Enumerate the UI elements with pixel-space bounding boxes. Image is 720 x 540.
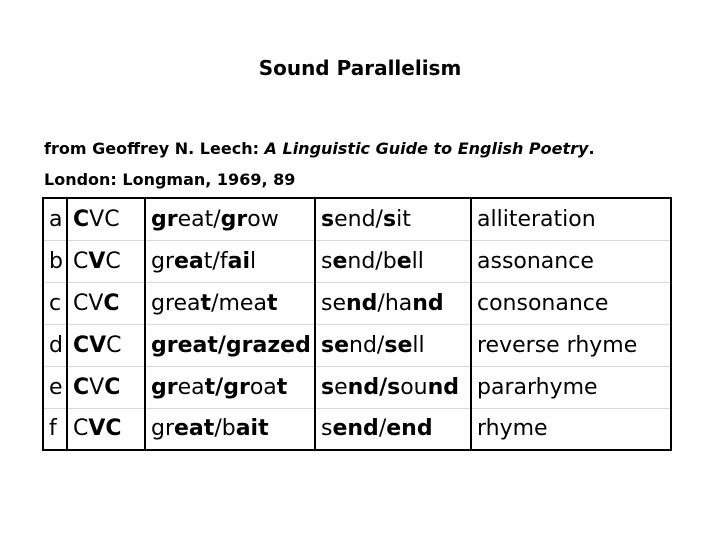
word-pair-send bbox=[315, 282, 471, 324]
text-segment: se bbox=[321, 332, 350, 358]
text-segment: nd bbox=[427, 374, 460, 400]
table-row bbox=[43, 240, 671, 282]
text-segment: t bbox=[266, 290, 278, 316]
text-segment: / bbox=[378, 416, 387, 442]
text-segment: eat/ bbox=[177, 206, 221, 232]
citation-line-2: London: Longman, 1969, 89 bbox=[44, 170, 296, 189]
text-segment: b bbox=[382, 248, 397, 274]
text-segment: gr bbox=[223, 374, 250, 400]
text-segment: f bbox=[219, 248, 228, 274]
text-segment: s bbox=[321, 248, 333, 274]
term-cell: consonance bbox=[471, 282, 671, 324]
text-segment: ai bbox=[227, 248, 250, 274]
table-row bbox=[43, 282, 671, 324]
text-segment: ea bbox=[177, 374, 205, 400]
table-row bbox=[43, 324, 671, 366]
table-row bbox=[43, 198, 671, 240]
text-segment: ll bbox=[412, 332, 425, 358]
pattern-cell bbox=[67, 408, 145, 450]
row-letter: b bbox=[43, 240, 67, 282]
text-segment: gr bbox=[220, 206, 248, 232]
pattern-cell bbox=[67, 366, 145, 408]
term-cell: assonance bbox=[471, 240, 671, 282]
text-segment: s bbox=[382, 206, 397, 232]
text-segment: t bbox=[276, 374, 288, 400]
text-segment: b bbox=[221, 416, 236, 442]
text-segment: e bbox=[332, 248, 348, 274]
citation-author: from Geoffrey N. Leech: bbox=[44, 139, 265, 158]
text-segment: C bbox=[73, 374, 90, 400]
row-letter: f bbox=[43, 408, 67, 450]
text-segment: s bbox=[321, 416, 333, 442]
text-segment: C bbox=[106, 332, 122, 358]
word-pair-great bbox=[145, 240, 315, 282]
word-pair-great bbox=[145, 366, 315, 408]
term-cell: rhyme bbox=[471, 408, 671, 450]
text-segment: VC bbox=[88, 416, 122, 442]
word-pair-send bbox=[315, 198, 471, 240]
text-segment: V bbox=[88, 248, 106, 274]
word-pair-great bbox=[145, 282, 315, 324]
text-segment: gr bbox=[151, 206, 178, 232]
sound-parallelism-table bbox=[42, 197, 672, 451]
text-segment: V bbox=[89, 374, 105, 400]
text-segment: nd/ bbox=[349, 332, 385, 358]
text-segment: CV bbox=[73, 290, 104, 316]
word-pair-great bbox=[145, 408, 315, 450]
pattern-cell bbox=[67, 324, 145, 366]
citation bbox=[44, 133, 684, 195]
text-segment: e bbox=[396, 248, 412, 274]
text-segment: s bbox=[321, 206, 335, 232]
text-segment: / bbox=[214, 416, 222, 442]
text-segment: s bbox=[387, 374, 401, 400]
citation-line-1 bbox=[44, 133, 684, 164]
pattern-cell bbox=[67, 198, 145, 240]
text-segment: ow bbox=[247, 206, 279, 232]
term-cell: reverse rhyme bbox=[471, 324, 671, 366]
text-segment: s bbox=[321, 374, 335, 400]
citation-book-title: A Linguistic Guide to English Poetry bbox=[264, 139, 589, 158]
text-segment: ll bbox=[411, 248, 424, 274]
text-segment: nd bbox=[346, 290, 378, 316]
text-segment: gr bbox=[151, 374, 178, 400]
text-segment: ea bbox=[174, 248, 204, 274]
row-letter: c bbox=[43, 282, 67, 324]
row-letter: e bbox=[43, 366, 67, 408]
term-cell: alliteration bbox=[471, 198, 671, 240]
text-segment: nd/ bbox=[347, 374, 388, 400]
text-segment: ou bbox=[400, 374, 428, 400]
text-segment: oa bbox=[249, 374, 277, 400]
text-segment: C bbox=[105, 248, 121, 274]
text-segment: e bbox=[334, 374, 348, 400]
table-row bbox=[43, 408, 671, 450]
word-pair-send bbox=[315, 366, 471, 408]
row-letter: a bbox=[43, 198, 67, 240]
word-pair-great bbox=[145, 198, 315, 240]
text-segment: VC bbox=[89, 206, 120, 232]
text-segment: t/ bbox=[203, 248, 220, 274]
text-segment: se bbox=[321, 290, 346, 316]
page-title: Sound Parallelism bbox=[258, 56, 462, 80]
row-letter: d bbox=[43, 324, 67, 366]
text-segment: grea bbox=[151, 290, 201, 316]
text-segment: C bbox=[73, 416, 89, 442]
word-pair-send bbox=[315, 324, 471, 366]
text-segment: CV bbox=[73, 332, 107, 358]
text-segment: gr bbox=[151, 248, 175, 274]
text-segment: ait bbox=[235, 416, 269, 442]
text-segment: C bbox=[104, 374, 121, 400]
table-row bbox=[43, 366, 671, 408]
text-segment: t/ bbox=[204, 374, 224, 400]
text-segment: /ha bbox=[377, 290, 413, 316]
word-pair-great bbox=[145, 324, 315, 366]
word-pair-send bbox=[315, 408, 471, 450]
text-segment: nd/ bbox=[347, 248, 383, 274]
word-pair-send bbox=[315, 240, 471, 282]
text-segment: t bbox=[200, 290, 212, 316]
text-segment: it bbox=[396, 206, 411, 232]
term-cell: pararhyme bbox=[471, 366, 671, 408]
text-segment: end/ bbox=[334, 206, 383, 232]
pattern-cell bbox=[67, 282, 145, 324]
citation-period: . bbox=[588, 139, 595, 158]
text-segment: se bbox=[384, 332, 413, 358]
text-segment: C bbox=[73, 206, 90, 232]
text-segment: C bbox=[73, 248, 89, 274]
text-segment: end bbox=[332, 416, 379, 442]
text-segment: nd bbox=[412, 290, 444, 316]
text-segment: /mea bbox=[211, 290, 267, 316]
pattern-cell bbox=[67, 240, 145, 282]
text-segment: end bbox=[386, 416, 433, 442]
text-segment: C bbox=[103, 290, 120, 316]
text-segment: eat bbox=[174, 416, 215, 442]
text-segment: great/grazed bbox=[151, 332, 311, 358]
text-segment: gr bbox=[151, 416, 175, 442]
text-segment: l bbox=[249, 248, 257, 274]
